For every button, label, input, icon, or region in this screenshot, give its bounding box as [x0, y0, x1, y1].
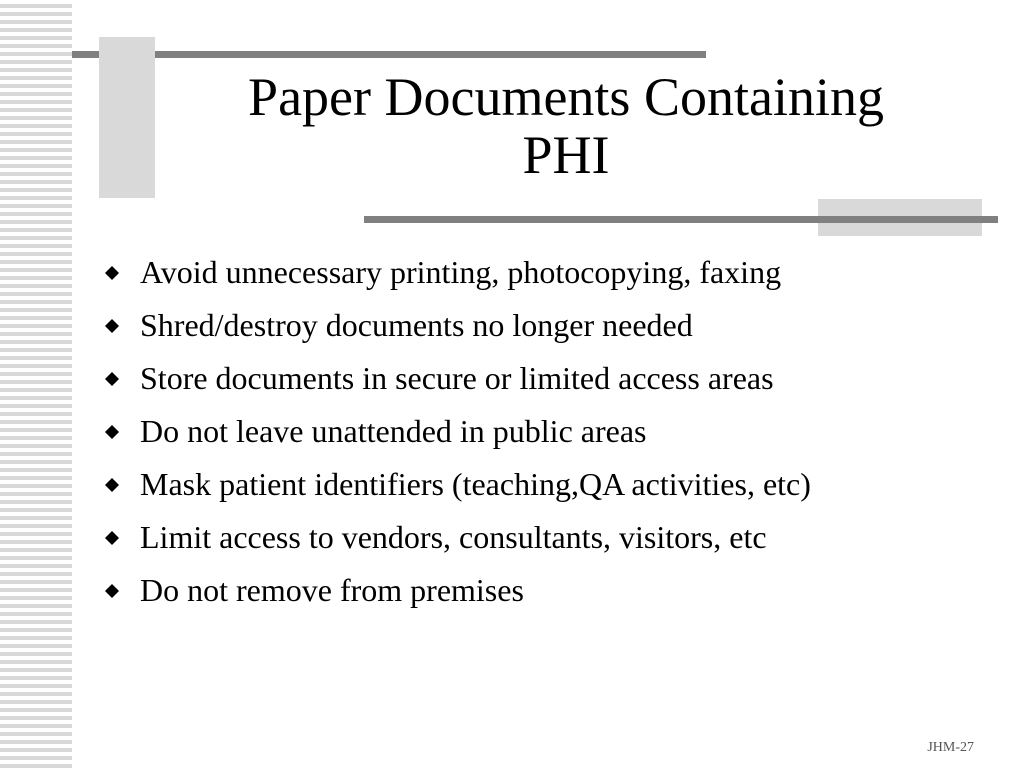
bullet-item [104, 570, 964, 610]
bullet-text: Do not leave unattended in public areas [140, 413, 647, 449]
title-rule-bottom [364, 216, 998, 223]
bullet-text: Mask patient identifiers (teaching,QA activities, etc) [140, 466, 811, 502]
bullet-item [104, 517, 964, 557]
left-stripe-decoration [0, 0, 72, 768]
slide-title [150, 68, 982, 184]
bullet-text: Store documents in secure or limited access areas [140, 360, 774, 396]
bullet-text: Do not remove from premises [140, 572, 524, 608]
diamond-icon [104, 265, 120, 281]
slide-title-line-2: PHI [522, 125, 610, 185]
diamond-icon [104, 424, 120, 440]
title-rule-top [72, 51, 706, 58]
bullet-item [104, 252, 964, 292]
diamond-icon [104, 371, 120, 387]
diamond-icon [104, 583, 120, 599]
bullet-item [104, 411, 964, 451]
diamond-icon [104, 477, 120, 493]
diamond-icon [104, 530, 120, 546]
bullet-item [104, 305, 964, 345]
bullet-item [104, 464, 964, 504]
bullet-list [104, 252, 964, 623]
bullet-item [104, 358, 964, 398]
slide-title-line-1: Paper Documents Containing [248, 67, 884, 127]
diamond-icon [104, 318, 120, 334]
bullet-text: Shred/destroy documents no longer needed [140, 307, 693, 343]
title-accent-block-left [99, 37, 155, 198]
slide-footer-label: JHM-27 [927, 740, 974, 755]
bullet-text: Avoid unnecessary printing, photocopying, faxing [140, 254, 782, 290]
bullet-text: Limit access to vendors, consultants, visitors, etc [140, 519, 767, 555]
